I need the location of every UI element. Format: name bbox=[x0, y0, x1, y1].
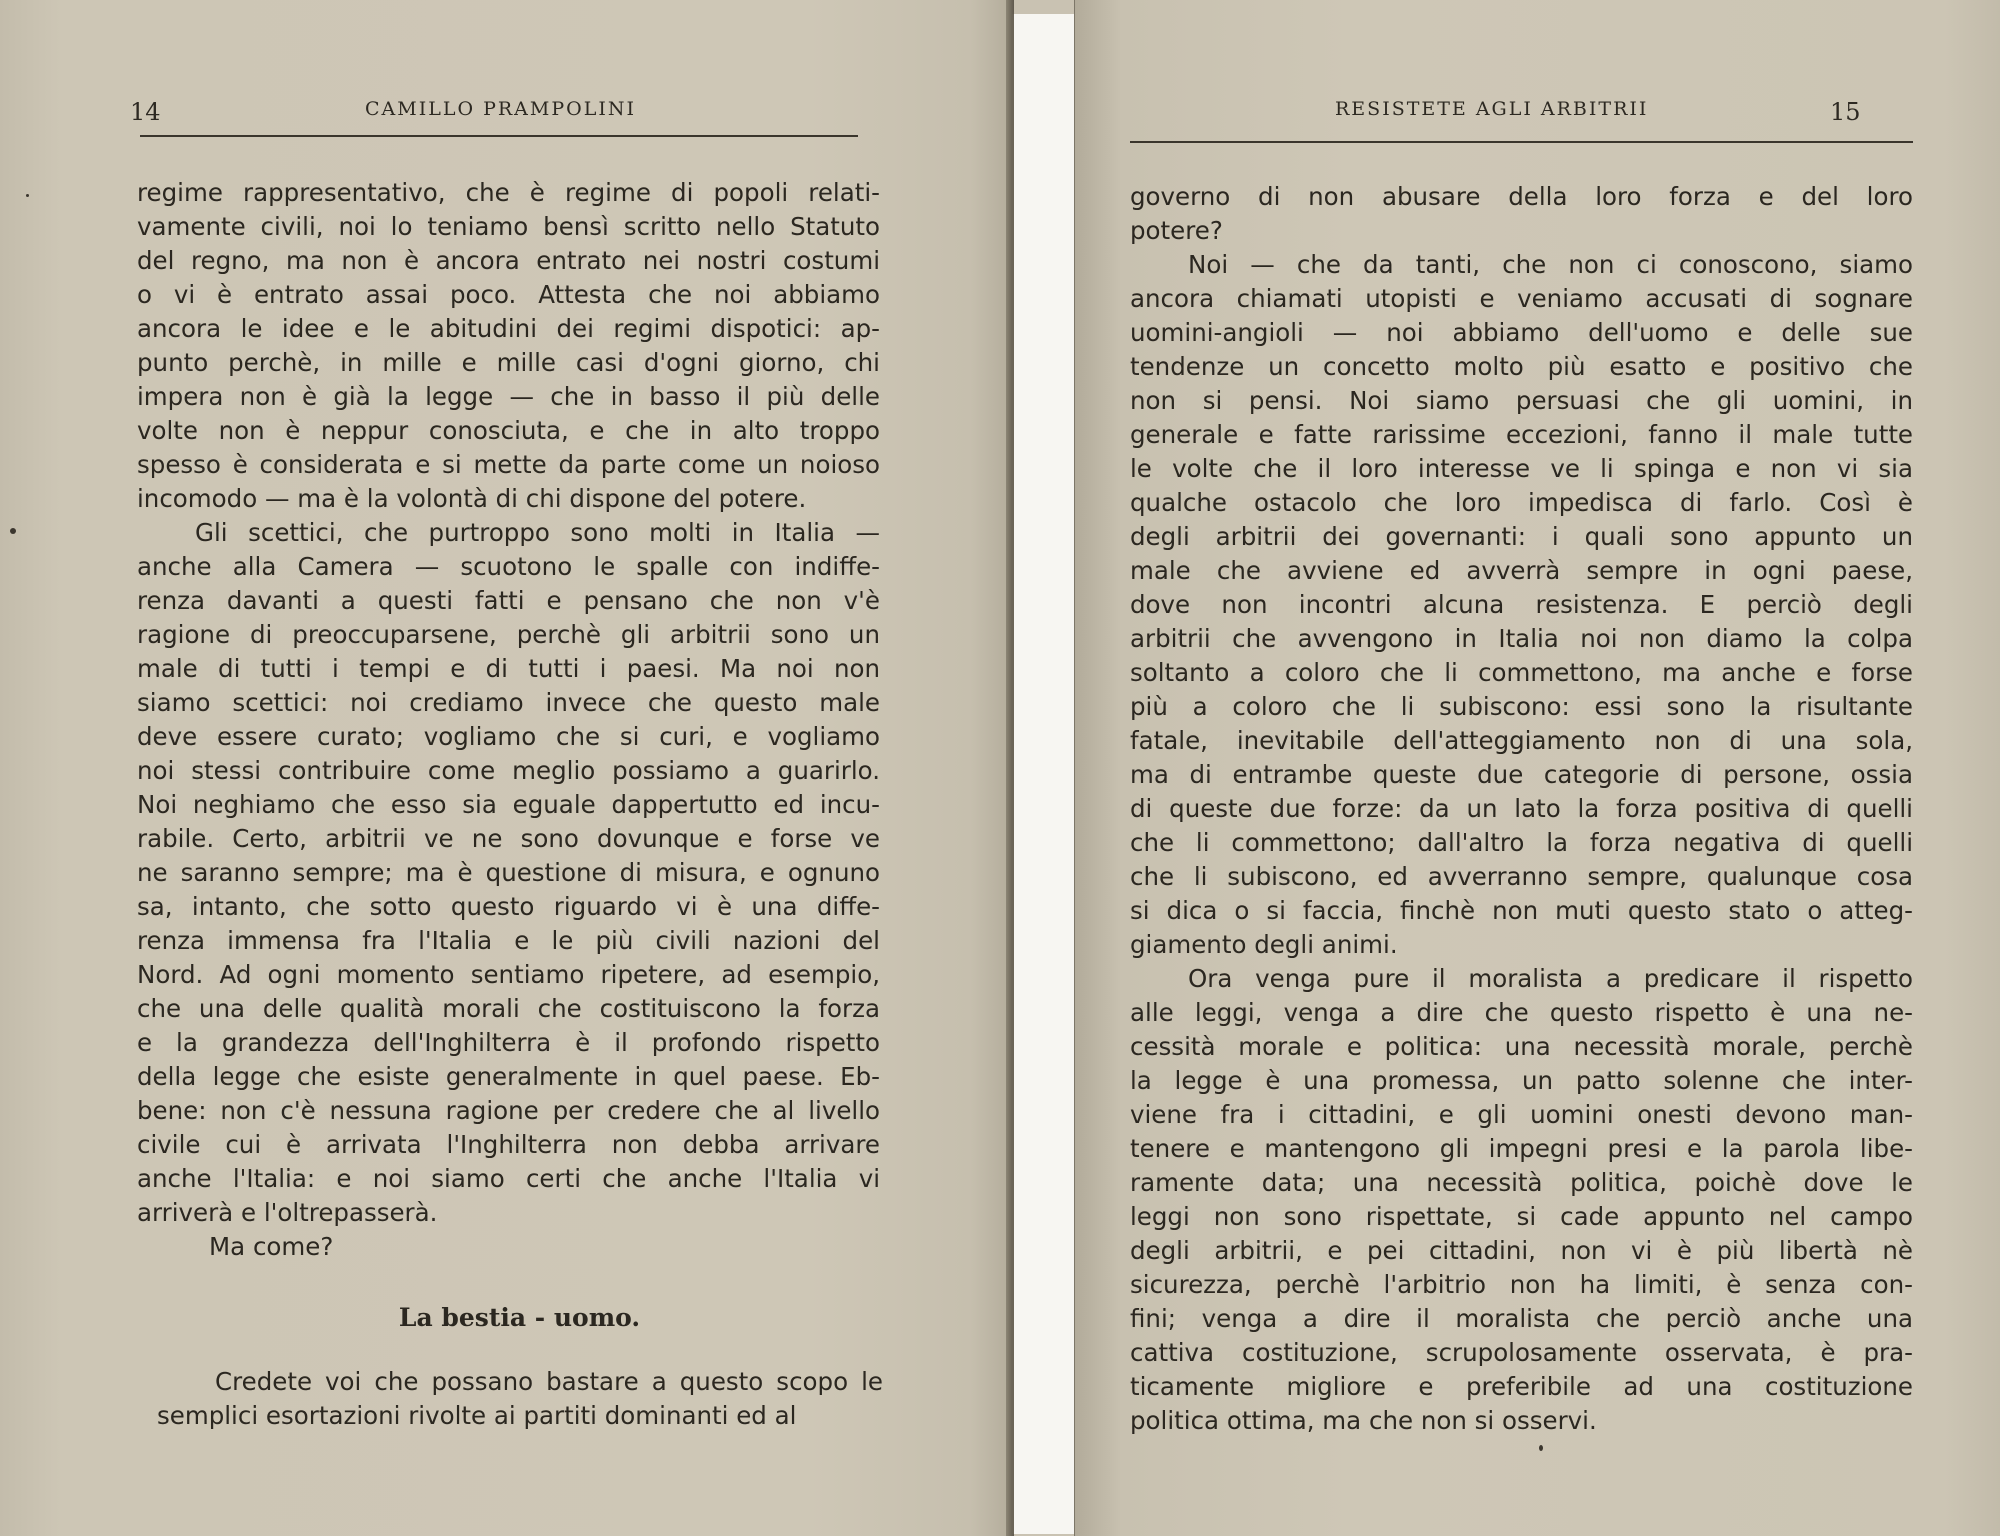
text-line: ma di entrambe queste due categorie di persone, ossia bbox=[1130, 760, 1913, 789]
text-line: alle leggi, venga a dire che questo rispetto è una ne- bbox=[1130, 998, 1913, 1027]
left-page-number: 14 bbox=[130, 98, 161, 126]
text-line: viene fra i cittadini, e gli uomini onesti devono man- bbox=[1130, 1100, 1913, 1129]
right-page bbox=[1075, 0, 2000, 1536]
right-paragraph-2 bbox=[1130, 248, 1913, 962]
text-line: vamente civili, noi lo teniamo bensì scritto nello Statuto bbox=[137, 212, 880, 241]
text-line: qualche ostacolo che loro impedisca di farlo. Così è bbox=[1130, 488, 1913, 517]
right-header-rule bbox=[1130, 141, 1913, 143]
text-line: e la grandezza dell'Inghilterra è il profondo rispetto bbox=[137, 1028, 880, 1057]
text-line: punto perchè, in mille e mille casi d'ogni giorno, chi bbox=[137, 348, 880, 377]
text-line: generale e fatte rarissime eccezioni, fanno il male tutte bbox=[1130, 420, 1913, 449]
left-paragraph-3: Ma come? bbox=[209, 1232, 334, 1261]
left-paragraph-4 bbox=[157, 1365, 883, 1433]
text-line: di queste due forze: da un lato la forza positiva di quelli bbox=[1130, 794, 1913, 823]
text-line: deve essere curato; vogliamo che si curi, e vogliamo bbox=[137, 722, 880, 751]
text-line: non si pensi. Noi siamo persuasi che gli uomini, in bbox=[1130, 386, 1913, 415]
text-line: ticamente migliore e preferibile ad una costituzione bbox=[1130, 1372, 1913, 1401]
text-line: volte non è neppur conosciuta, e che in alto troppo bbox=[137, 416, 880, 445]
text-line: del regno, ma non è ancora entrato nei nostri costumi bbox=[137, 246, 880, 275]
text-line: siamo scettici: noi crediamo invece che questo male bbox=[137, 688, 880, 717]
text-line: regime rappresentativo, che è regime di popoli relati- bbox=[137, 178, 880, 207]
text-line: o vi è entrato assai poco. Attesta che noi abbiamo bbox=[137, 280, 880, 309]
left-paragraph-2 bbox=[137, 516, 880, 1230]
text-line: ne saranno sempre; ma è questione di misura, e ognuno bbox=[137, 858, 880, 887]
left-paragraph-1 bbox=[137, 176, 880, 516]
text-line: arbitrii che avvengono in Italia noi non diamo la colpa bbox=[1130, 624, 1913, 653]
text-line: soltanto a coloro che li commettono, ma anche e forse bbox=[1130, 658, 1913, 687]
text-line: potere? bbox=[1130, 216, 1223, 245]
text-line: ragione di preoccuparsene, perchè gli arbitrii sono un bbox=[137, 620, 880, 649]
text-line: della legge che esiste generalmente in quel paese. Eb- bbox=[137, 1062, 880, 1091]
right-paragraph-3 bbox=[1130, 962, 1913, 1438]
text-line: più a coloro che li subiscono: essi sono la risultante bbox=[1130, 692, 1913, 721]
text-line: ancora chiamati utopisti e veniamo accusati di sognare bbox=[1130, 284, 1913, 313]
page-speck bbox=[26, 194, 29, 197]
left-body-text-2 bbox=[157, 1365, 883, 1433]
page-speck bbox=[1539, 1445, 1543, 1451]
text-line: degli arbitrii dei governanti: i quali sono appunto un bbox=[1130, 522, 1913, 551]
text-line: fini; venga a dire il moralista che perciò anche una bbox=[1130, 1304, 1913, 1333]
text-line: incomodo — ma è la volontà di chi dispone del potere. bbox=[137, 484, 807, 513]
right-body-text bbox=[1130, 180, 1913, 1438]
text-line: ancora le idee e le abitudini dei regimi dispotici: ap- bbox=[137, 314, 880, 343]
text-line: la legge è una promessa, un patto solenne che inter- bbox=[1130, 1066, 1913, 1095]
text-line: che li subiscono, ed avverranno sempre, qualunque cosa bbox=[1130, 862, 1913, 891]
left-body-text bbox=[137, 176, 880, 1264]
left-header-rule bbox=[140, 135, 858, 137]
text-line: arriverà e l'oltrepasserà. bbox=[137, 1198, 438, 1227]
text-line: Credete voi che possano bastare a questo scopo le bbox=[215, 1367, 883, 1396]
text-line: le volte che il loro interesse ve li spinga e non vi sia bbox=[1130, 454, 1913, 483]
text-line: leggi non sono rispettate, si cade appunto nel campo bbox=[1130, 1202, 1913, 1231]
text-line: sicurezza, perchè l'arbitrio non ha limiti, è senza con- bbox=[1130, 1270, 1913, 1299]
text-line: renza davanti a questi fatti e pensano che non v'è bbox=[137, 586, 880, 615]
text-line: degli arbitrii, e pei cittadini, non vi è più libertà nè bbox=[1130, 1236, 1913, 1265]
text-line: bene: non c'è nessuna ragione per credere che al livello bbox=[137, 1096, 880, 1125]
text-line: semplici esortazioni rivolte ai partiti dominanti ed al bbox=[157, 1401, 797, 1430]
text-line: dove non incontri alcuna resistenza. E perciò degli bbox=[1130, 590, 1913, 619]
text-line: cessità morale e politica: una necessità morale, perchè bbox=[1130, 1032, 1913, 1061]
text-line: ramente data; una necessità politica, poichè dove le bbox=[1130, 1168, 1913, 1197]
text-line: fatale, inevitabile dell'atteggiamento non di una sola, bbox=[1130, 726, 1913, 755]
text-line: sa, intanto, che sotto questo riguardo vi è una diffe- bbox=[137, 892, 880, 921]
text-line: civile cui è arrivata l'Inghilterra non debba arrivare bbox=[137, 1130, 880, 1159]
text-line: spesso è considerata e si mette da parte come un noioso bbox=[137, 450, 880, 479]
left-running-head: CAMILLO PRAMPOLINI bbox=[365, 98, 636, 120]
text-line: rabile. Certo, arbitrii ve ne sono dovunque e forse ve bbox=[137, 824, 880, 853]
text-line: male che avviene ed avverrà sempre in ogni paese, bbox=[1130, 556, 1913, 585]
text-line: governo di non abusare della loro forza e del loro bbox=[1130, 182, 1913, 211]
text-line: impera non è già la legge — che in basso il più delle bbox=[137, 382, 880, 411]
text-line: Noi — che da tanti, che non ci conoscono, siamo bbox=[1188, 250, 1913, 279]
text-line: tendenze un concetto molto più esatto e positivo che bbox=[1130, 352, 1913, 381]
right-paragraph-1 bbox=[1130, 180, 1913, 248]
text-line: giamento degli animi. bbox=[1130, 930, 1398, 959]
text-line: uomini-angioli — noi abbiamo dell'uomo e delle sue bbox=[1130, 318, 1913, 347]
text-line: noi stessi contribuire come meglio possiamo a guarirlo. bbox=[137, 756, 880, 785]
right-page-number: 15 bbox=[1830, 98, 1861, 126]
text-line: Noi neghiamo che esso sia eguale dappertutto ed incu- bbox=[137, 790, 880, 819]
page-speck bbox=[10, 528, 16, 534]
text-line: politica ottima, ma che non si osservi. bbox=[1130, 1406, 1597, 1435]
text-line: cattiva costituzione, scrupolosamente osservata, è pra- bbox=[1130, 1338, 1913, 1367]
text-line: Gli scettici, che purtroppo sono molti in Italia — bbox=[195, 518, 880, 547]
right-running-head: RESISTETE AGLI ARBITRII bbox=[1335, 98, 1649, 120]
text-line: anche l'Italia: e noi siamo certi che anche l'Italia vi bbox=[137, 1164, 880, 1193]
text-line: che li commettono; dall'altro la forza negativa di quelli bbox=[1130, 828, 1913, 857]
gutter-strip bbox=[1012, 14, 1076, 1534]
section-heading: La bestia - uomo. bbox=[398, 1303, 641, 1332]
text-line: che una delle qualità morali che costituiscono la forza bbox=[137, 994, 880, 1023]
text-line: tenere e mantengono gli impegni presi e la parola libe- bbox=[1130, 1134, 1913, 1163]
text-line: Nord. Ad ogni momento sentiamo ripetere, ad esempio, bbox=[137, 960, 880, 989]
text-line: male di tutti i tempi e di tutti i paesi. Ma noi non bbox=[137, 654, 880, 683]
text-line: Ora venga pure il moralista a predicare il rispetto bbox=[1188, 964, 1913, 993]
text-line: anche alla Camera — scuotono le spalle con indiffe- bbox=[137, 552, 880, 581]
text-line: renza immensa fra l'Italia e le più civili nazioni del bbox=[137, 926, 880, 955]
text-line: si dica o si faccia, finchè non muti questo stato o atteg- bbox=[1130, 896, 1913, 925]
